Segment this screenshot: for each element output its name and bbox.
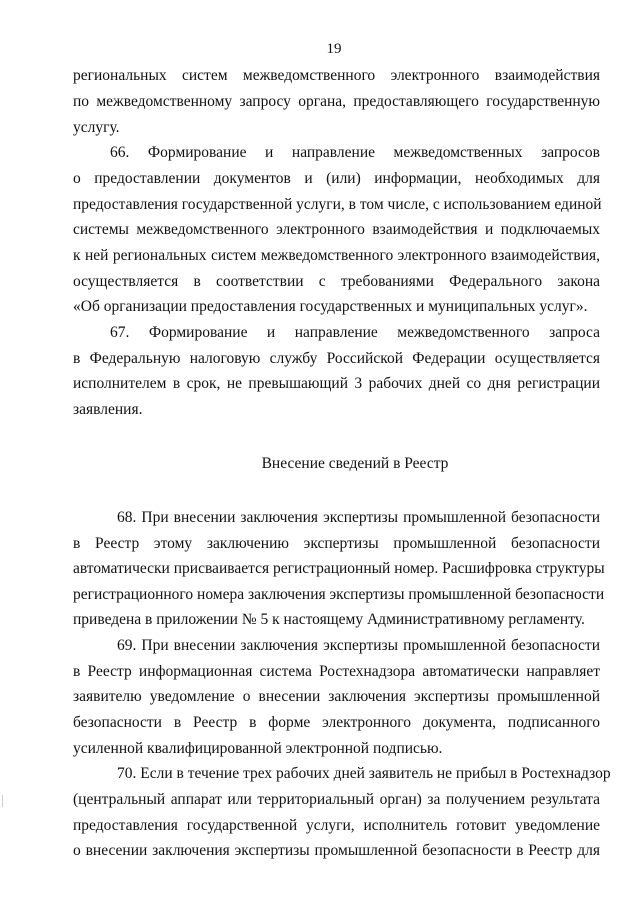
paragraph-69-first-line: 69. При внесении заключения экспертизы промышленной безопасности <box>117 637 600 654</box>
text-line: заявителю уведомление о внесении заключения экспертизы промышленной <box>73 688 600 705</box>
text-line: усиленной квалифицированной электронной подписью. <box>73 740 443 757</box>
text-line: исполнителем в срок, не превышающий 3 рабочих дней со дня регистрации <box>73 375 600 392</box>
text-line: осуществляется в соответствии с требованиями Федерального закона <box>73 273 600 290</box>
text-line: предоставления государственной услуги, исполнитель готовит уведомление <box>73 817 600 834</box>
text-line: (центральный аппарат или территориальный орган) за получением результата <box>73 791 600 808</box>
text-line: предоставления государственной услуги, в том числе, с использованием единой <box>73 196 602 213</box>
text-line: к ней региональных систем межведомственного электронного взаимодействия, <box>73 247 600 264</box>
paragraph-66-first-line: 66. Формирование и направление межведомственных запросов <box>110 144 600 161</box>
text-line: заявления. <box>73 401 143 418</box>
text-line: о внесении заключения экспертизы промышленной безопасности в Реестр для <box>73 842 600 859</box>
text-line: безопасности в Реестр в форме электронного документа, подписанного <box>73 714 600 731</box>
text-line: региональных систем межведомственного электронного взаимодействия <box>73 67 600 84</box>
text-line: в Федеральную налоговую службу Российской Федерации осуществляется <box>73 350 600 367</box>
scan-margin-mark <box>2 795 3 807</box>
page-number: 19 <box>326 41 342 57</box>
paragraph-67-first-line: 67. Формирование и направление межведомственного запроса <box>110 324 600 341</box>
text-line: регистрационного номера заключения экспертизы промышленной безопасности <box>73 586 605 603</box>
text-line: о предоставлении документов и (или) информации, необходимых для <box>73 170 600 187</box>
text-line: в Реестр информационная система Ростехнадзора автоматически направляет <box>73 663 600 680</box>
text-line: системы межведомственного электронного взаимодействия и подключаемых <box>73 221 600 238</box>
paragraph-70-first-line: 70. Если в течение трех рабочих дней заявитель не прибыл в Ростехнадзор <box>117 765 611 782</box>
paragraph-68-first-line: 68. При внесении заключения экспертизы промышленной безопасности <box>117 509 600 526</box>
text-line: в Реестр этому заключению экспертизы промышленной безопасности <box>73 535 600 552</box>
text-line: приведена в приложении № 5 к настоящему Административному регламенту. <box>73 611 585 628</box>
text-line: автоматически присваивается регистрационный номер. Расшифровка структуры <box>73 560 605 577</box>
text-line: по межведомственному запросу органа, предоставляющего государственную <box>73 93 600 110</box>
section-heading: Внесение сведений в Реестр <box>261 455 449 472</box>
text-line: «Об организации предоставления государственных и муниципальных услуг». <box>73 298 588 315</box>
text-line: услугу. <box>73 119 120 136</box>
